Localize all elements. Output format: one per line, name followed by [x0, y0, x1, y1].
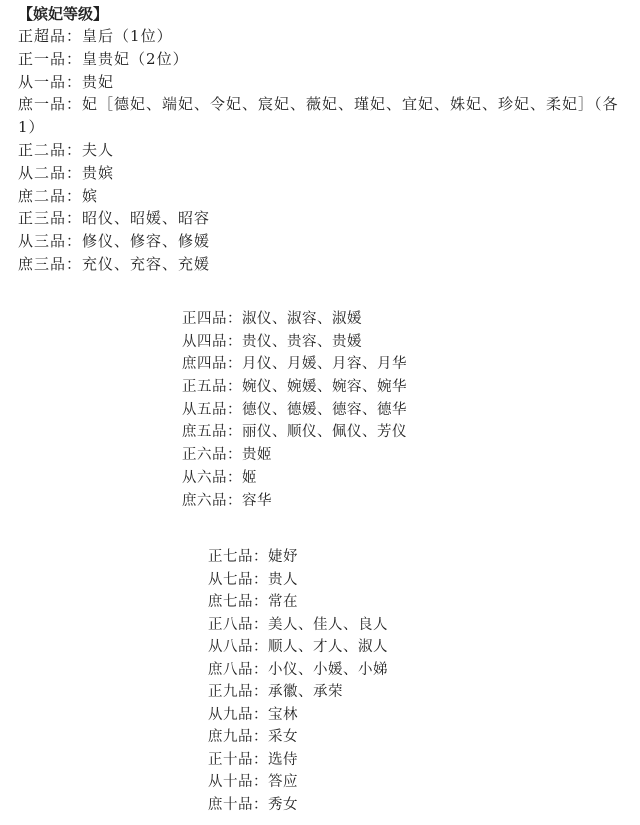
rank-line	[18, 185, 628, 208]
rank-line	[208, 704, 468, 727]
rank-name: 从三品	[18, 232, 67, 251]
rank-separator: ：	[227, 333, 242, 350]
rank-titles: 皇贵妃（2位）	[82, 49, 189, 68]
rank-line	[18, 93, 624, 139]
rank-name: 正超品	[18, 27, 67, 45]
rank-line	[18, 253, 628, 276]
rank-titles: 选侍	[268, 751, 298, 768]
rank-separator: ：	[227, 401, 242, 418]
rank-line	[208, 794, 468, 817]
rank-separator: ：	[253, 661, 268, 678]
rank-name: 正五品	[182, 379, 227, 396]
rank-name: 庶三品	[18, 254, 67, 273]
rank-name: 从十品	[208, 774, 253, 790]
rank-line	[182, 376, 482, 399]
rank-name: 正四品	[182, 311, 227, 327]
rank-line	[182, 399, 482, 422]
rank-name: 庶九品	[208, 729, 253, 745]
rank-name: 正六品	[182, 447, 227, 464]
rank-line	[18, 48, 628, 71]
rank-line	[18, 25, 628, 48]
rank-name: 从二品	[18, 163, 67, 182]
rank-separator: ：	[66, 232, 83, 251]
rank-separator: ：	[253, 594, 268, 610]
rank-separator: ：	[227, 492, 242, 509]
rank-name: 庶二品	[18, 186, 67, 205]
rank-separator: ：	[227, 447, 242, 464]
rank-separator: ：	[66, 186, 83, 205]
rank-titles: 充仪、充容、充媛	[82, 254, 211, 273]
rank-separator: ：	[66, 140, 83, 159]
rank-list-section-3	[208, 546, 468, 816]
rank-name: 从六品	[182, 469, 227, 486]
rank-separator: ：	[253, 706, 268, 723]
rank-list-section-1	[18, 3, 628, 276]
document-heading: 【嫔妃等级】	[18, 5, 109, 23]
rank-line	[208, 591, 468, 614]
rank-name: 庶十品	[208, 796, 253, 813]
rank-separator: ：	[66, 254, 83, 273]
rank-separator: ：	[253, 616, 268, 633]
rank-list-section-2	[182, 308, 482, 512]
rank-titles: 夫人	[82, 140, 115, 159]
rank-separator: ：	[227, 356, 242, 373]
rank-separator: ：	[66, 209, 83, 228]
rank-line	[208, 681, 468, 704]
rank-line	[182, 421, 482, 444]
rank-line	[208, 726, 468, 749]
rank-titles: 采女	[268, 729, 298, 745]
rank-list-group-2	[182, 308, 482, 512]
rank-line	[182, 467, 482, 490]
rank-line	[208, 749, 468, 772]
rank-separator: ：	[66, 72, 83, 91]
rank-name: 从一品	[18, 72, 67, 91]
rank-titles: 皇后（1位）	[82, 27, 173, 45]
rank-line	[182, 353, 482, 376]
rank-titles: 淑仪、淑容、淑媛	[242, 311, 362, 327]
rank-line	[208, 659, 468, 682]
rank-name: 从五品	[182, 401, 227, 418]
rank-titles: 美人、佳人、良人	[268, 616, 388, 633]
rank-name: 庶一品	[18, 95, 67, 114]
rank-titles: 贵嫔	[82, 163, 115, 182]
rank-separator: ：	[253, 571, 268, 588]
rank-titles: 贵人	[268, 571, 298, 588]
rank-titles: 常在	[268, 594, 298, 610]
rank-line	[182, 444, 482, 467]
rank-name: 庶六品	[182, 492, 227, 509]
rank-titles: 顺人、才人、淑人	[268, 639, 388, 655]
rank-name: 从四品	[182, 333, 227, 350]
rank-separator: ：	[227, 424, 242, 441]
rank-titles: 贵仪、贵容、贵媛	[242, 333, 362, 350]
rank-separator: ：	[253, 549, 268, 565]
rank-titles: 姬	[242, 469, 257, 486]
rank-name: 庶八品	[208, 661, 253, 678]
rank-separator: ：	[253, 751, 268, 768]
rank-separator: ：	[227, 379, 242, 396]
rank-name: 庶七品	[208, 594, 253, 610]
rank-separator: ：	[66, 95, 83, 114]
rank-separator: ：	[66, 49, 83, 68]
rank-line	[208, 546, 468, 569]
rank-titles: 答应	[268, 774, 298, 790]
rank-separator: ：	[253, 774, 268, 790]
rank-separator: ：	[253, 684, 268, 700]
rank-name: 从七品	[208, 571, 253, 588]
rank-titles: 小仪、小媛、小娣	[268, 661, 388, 678]
rank-titles: 嫔	[82, 186, 99, 205]
rank-titles: 婕妤	[268, 549, 298, 565]
rank-name: 正七品	[208, 549, 253, 565]
rank-titles: 月仪、月媛、月容、月华	[242, 356, 407, 373]
rank-name: 从九品	[208, 706, 253, 723]
rank-line	[208, 569, 468, 592]
rank-separator: ：	[66, 163, 83, 182]
rank-line	[18, 230, 628, 253]
rank-separator: ：	[253, 639, 268, 655]
rank-list-group-3	[208, 546, 468, 816]
rank-titles: 德仪、德媛、德容、德华	[242, 401, 407, 418]
rank-line	[18, 71, 628, 94]
rank-name: 正一品	[18, 49, 67, 68]
rank-name: 正二品	[18, 140, 67, 159]
rank-line	[208, 771, 468, 794]
rank-titles: 容华	[242, 492, 272, 509]
rank-titles: 贵妃	[82, 72, 115, 91]
rank-titles: 贵姬	[242, 447, 272, 464]
rank-titles: 秀女	[268, 796, 298, 813]
rank-separator: ：	[253, 796, 268, 813]
rank-line	[182, 331, 482, 354]
rank-name: 庶五品	[182, 424, 227, 441]
rank-separator: ：	[227, 311, 242, 327]
rank-name: 庶四品	[182, 356, 227, 373]
rank-name: 正十品	[208, 751, 253, 768]
rank-line	[182, 308, 482, 331]
rank-line	[18, 139, 628, 162]
rank-name: 正三品	[18, 209, 67, 228]
rank-separator: ：	[253, 729, 268, 745]
rank-line	[18, 162, 628, 185]
rank-titles: 婉仪、婉媛、婉容、婉华	[242, 379, 407, 396]
rank-line	[208, 614, 468, 637]
rank-separator: ：	[66, 27, 83, 45]
rank-titles: 修仪、修容、修媛	[82, 232, 211, 251]
rank-list-group-1	[18, 25, 628, 276]
rank-titles: 妃［德妃、端妃、令妃、宸妃、薇妃、瑾妃、宜妃、姝妃、珍妃、柔妃］（各1）	[18, 95, 619, 137]
rank-titles: 宝林	[268, 706, 298, 723]
rank-titles: 昭仪、昭媛、昭容	[82, 209, 211, 228]
rank-name: 从八品	[208, 639, 253, 655]
rank-name: 正八品	[208, 616, 253, 633]
rank-line	[18, 207, 628, 230]
rank-separator: ：	[227, 469, 242, 486]
rank-line	[182, 490, 482, 513]
rank-name: 正九品	[208, 684, 253, 700]
rank-titles: 承徽、承荣	[268, 684, 343, 700]
rank-titles: 丽仪、顺仪、佩仪、芳仪	[242, 424, 407, 441]
rank-line	[208, 636, 468, 659]
